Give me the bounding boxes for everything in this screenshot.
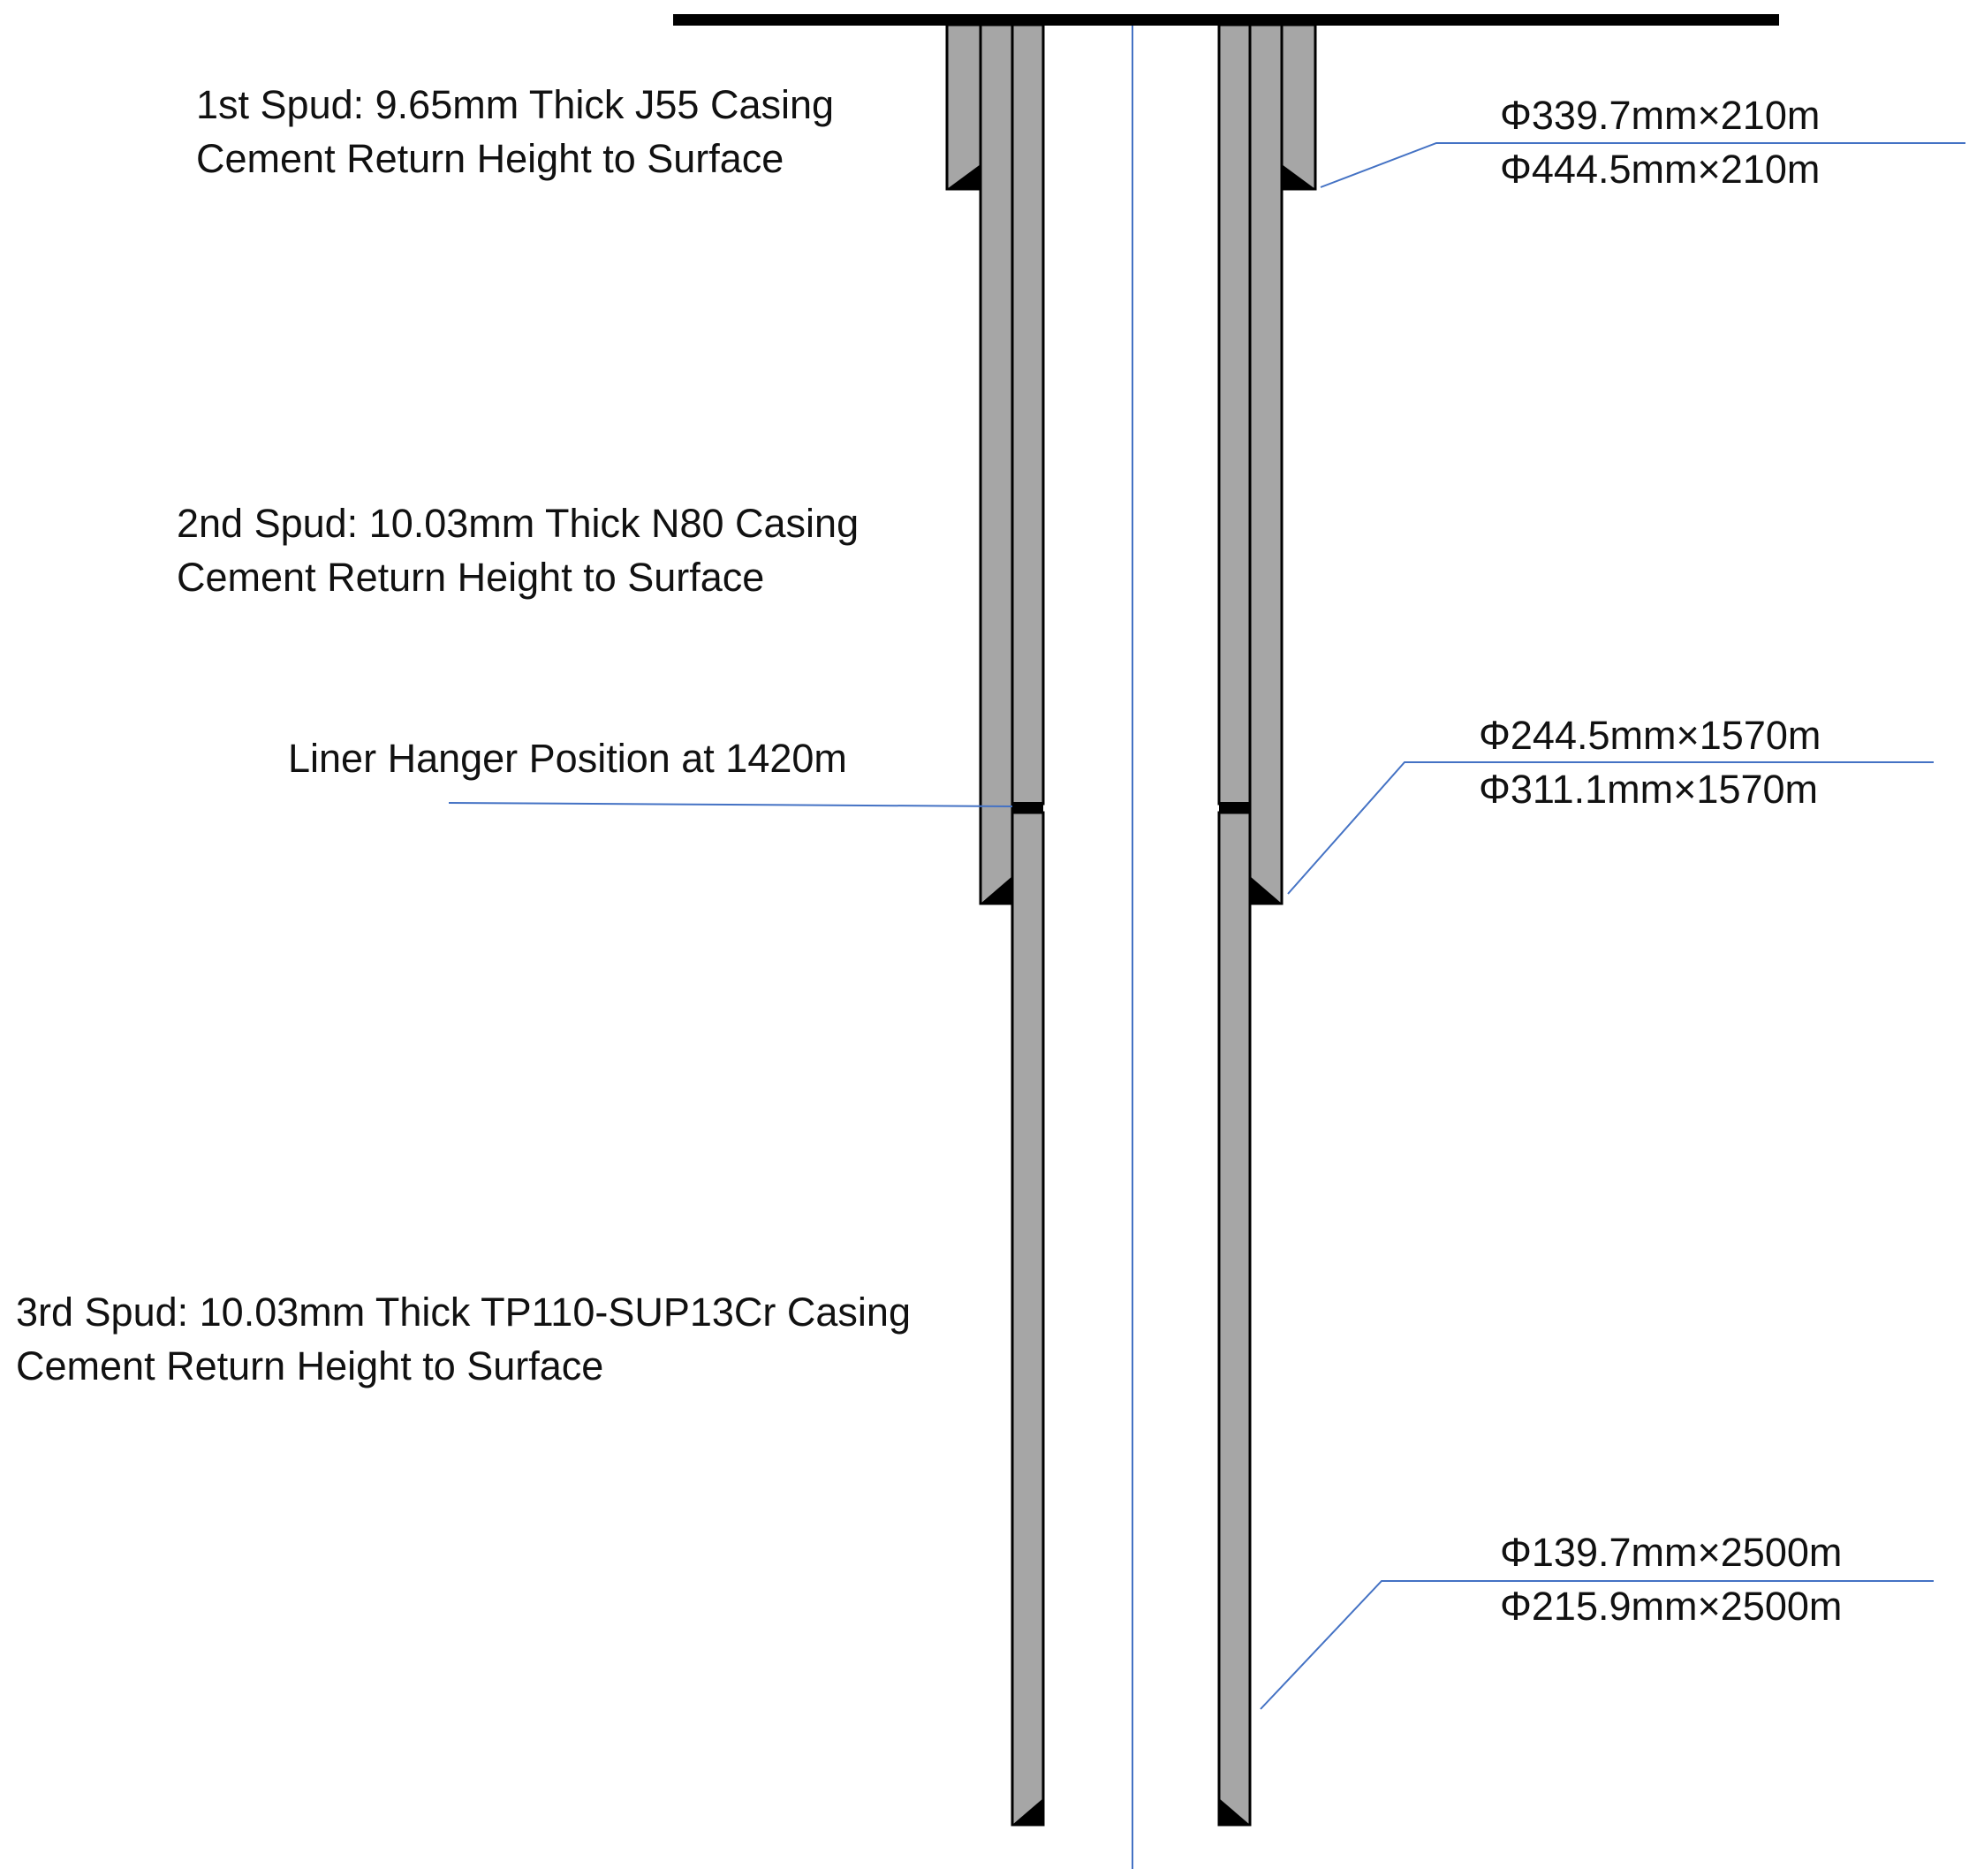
spud3-cement-note: Cement Return Height to Surface	[16, 1343, 604, 1388]
liner-hanger	[1012, 802, 1250, 813]
spud1-title: 1st Spud: 9.65mm Thick J55 Casing	[196, 82, 835, 127]
spud2-title: 2nd Spud: 10.03mm Thick N80 Casing	[177, 501, 860, 546]
casing-wall-1st-right	[1282, 25, 1315, 189]
leader-line-liner-hanger	[449, 803, 1012, 806]
upper-string-right-wall	[1219, 25, 1250, 804]
dimension-bit-1st: Φ444.5mm×210m	[1500, 147, 1821, 192]
liner-hanger-right	[1219, 802, 1250, 813]
dimension-casing-2nd: Φ244.5mm×1570m	[1479, 713, 1821, 758]
dimension-bit-2nd: Φ311.1mm×1570m	[1479, 767, 1819, 812]
liner-hanger-label: Liner Hanger Position at 1420m	[288, 736, 847, 781]
casing-string-3rd-spud	[1012, 813, 1250, 1825]
casing-wall-3rd-left	[1012, 813, 1043, 1825]
dimension-bit-3rd: Φ215.9mm×2500m	[1500, 1584, 1843, 1629]
dimension-casing-1st: Φ339.7mm×210m	[1500, 93, 1821, 138]
spud2-cement-note: Cement Return Height to Surface	[177, 555, 765, 600]
spud1-cement-note: Cement Return Height to Surface	[196, 136, 784, 181]
leader-lines	[449, 143, 1965, 1709]
upper-string-above-hanger	[1012, 25, 1250, 804]
casing-wall-2nd-right	[1250, 25, 1282, 904]
dimension-casing-3rd: Φ139.7mm×2500m	[1500, 1530, 1843, 1575]
liner-hanger-left	[1012, 802, 1043, 813]
upper-string-left-wall	[1012, 25, 1043, 804]
casing-wall-2nd-left	[981, 25, 1012, 904]
casing-wall-3rd-right	[1219, 813, 1250, 1825]
spud3-title: 3rd Spud: 10.03mm Thick TP110-SUP13Cr Casing	[16, 1290, 911, 1335]
casing-wall-1st-left	[947, 25, 981, 189]
